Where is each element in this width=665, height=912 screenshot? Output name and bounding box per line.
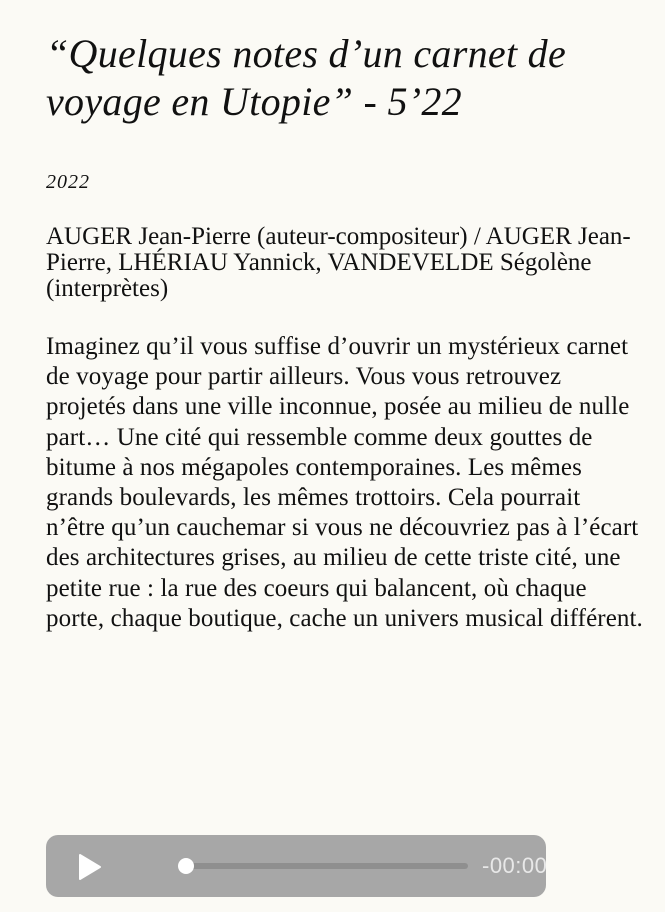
description-text: Imaginez qu’il vous suffise d’ouvrir un mystérieux carnet de voyage pour partir ailleurs. Vous vous retrouvez projetés dans une ville inconnue, posée au milieu de nulle part… Une cité qui ressemble comme deux gouttes de bitume à nos mégapoles contemporaines. Les mêmes grands boulevards, les mêmes trottoirs. Cela pourrait n’être qu’un cauchemar si vous ne découvriez pas à l’écart des architectures grises, au milieu de cette triste cité, une petite rue : la rue des coeurs qui balancent, où chaque porte, chaque boutique, cache un univers musical différent. <box>46 333 643 632</box>
article <box>46 30 644 634</box>
play-icon <box>76 853 104 881</box>
time-remaining: -00:00 <box>482 853 548 878</box>
year-label: 2022 <box>46 171 90 193</box>
credits-text: AUGER Jean-Pierre (auteur-compositeur) / AUGER Jean-Pierre, LHÉRIAU Yannick, VANDEVELDE Ségolène (interprètes) <box>46 223 631 302</box>
progress-slider[interactable] <box>186 863 468 869</box>
page-title: “Quelques notes d’un carnet de voyage en Utopie” - 5’22 <box>46 31 567 124</box>
audio-player[interactable] <box>46 835 546 897</box>
play-button[interactable] <box>76 853 104 881</box>
progress-thumb[interactable] <box>178 858 194 874</box>
